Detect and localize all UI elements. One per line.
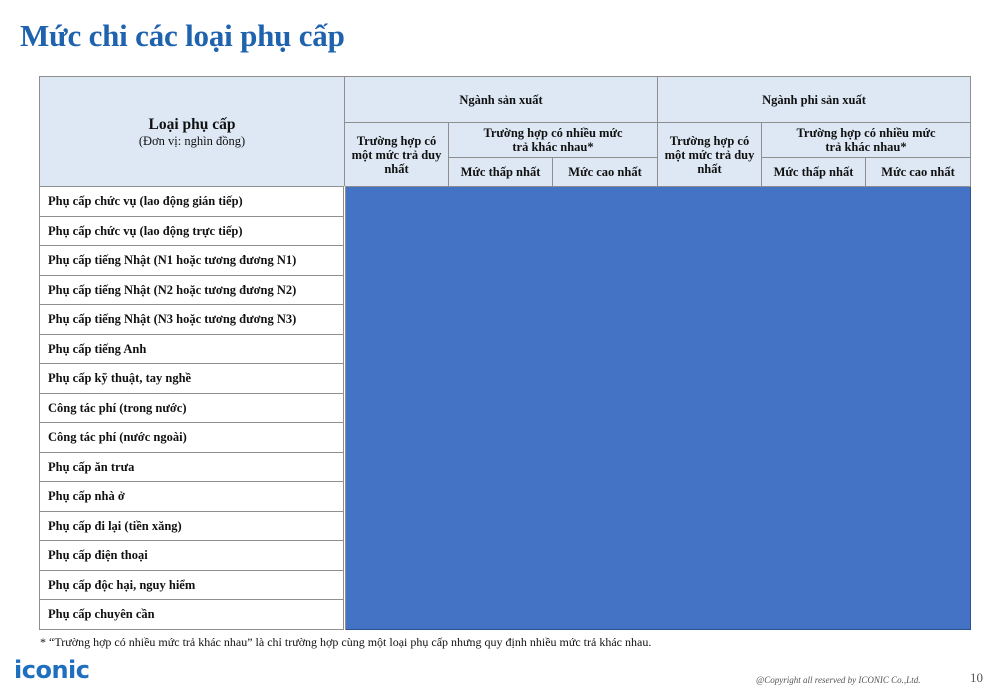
header-single-rate-production: Trường hợp có một mức trả duy nhất — [345, 123, 449, 187]
row-label: Phụ cấp chức vụ (lao động gián tiếp) — [40, 187, 345, 217]
row-label: Phụ cấp chuyên cần — [40, 600, 345, 630]
iconic-logo: iconic — [14, 656, 90, 684]
row-label: Công tác phí (trong nước) — [40, 393, 345, 423]
header-max-production: Mức cao nhất — [553, 158, 658, 187]
row-label: Phụ cấp tiếng Anh — [40, 334, 345, 364]
row-label: Phụ cấp kỹ thuật, tay nghề — [40, 364, 345, 394]
header-single-rate-non-production: Trường hợp có một mức trả duy nhất — [658, 123, 762, 187]
row-label: Phụ cấp nhà ở — [40, 482, 345, 512]
row-label: Phụ cấp tiếng Nhật (N1 hoặc tương đương N1) — [40, 246, 345, 276]
row-label: Công tác phí (nước ngoài) — [40, 423, 345, 453]
allowance-table — [39, 76, 971, 630]
redacted-data-area — [345, 187, 971, 630]
row-label: Phụ cấp ăn trưa — [40, 452, 345, 482]
category-label: Loại phụ cấp — [148, 115, 236, 133]
header-min-production: Mức thấp nhất — [449, 158, 553, 187]
row-label: Phụ cấp tiếng Nhật (N3 hoặc tương đương N3) — [40, 305, 345, 335]
header-group-non-production: Ngành phi sản xuất — [658, 77, 971, 123]
page-number: 10 — [970, 670, 983, 685]
page-title: Mức chi các loại phụ cấp — [20, 18, 345, 53]
row-label: Phụ cấp chức vụ (lao động trực tiếp) — [40, 216, 345, 246]
header-min-non-production: Mức thấp nhất — [762, 158, 866, 187]
header-max-non-production: Mức cao nhất — [866, 158, 971, 187]
copyright-text: @Copyright all reserved by ICONIC Co.,Ltd. — [756, 675, 921, 685]
header-multi-rate-non-production: Trường hợp có nhiều mức trả khác nhau* — [762, 123, 971, 158]
row-label: Phụ cấp điện thoại — [40, 541, 345, 571]
row-label: Phụ cấp tiếng Nhật (N2 hoặc tương đương N2) — [40, 275, 345, 305]
unit-label: (Đơn vị: nghìn đồng) — [138, 133, 246, 148]
row-label: Phụ cấp đi lại (tiền xăng) — [40, 511, 345, 541]
header-category — [40, 77, 345, 187]
header-group-production: Ngành sản xuất — [345, 77, 658, 123]
table-row — [40, 187, 971, 217]
footnote: * “Trường hợp có nhiều mức trả khác nhau” là chỉ trường hợp cùng một loại phụ cấp nhưng quy định nhiều mức trả khác nhau. — [40, 635, 652, 649]
row-label: Phụ cấp độc hại, nguy hiểm — [40, 570, 345, 600]
header-multi-rate-production: Trường hợp có nhiều mức trả khác nhau* — [449, 123, 658, 158]
